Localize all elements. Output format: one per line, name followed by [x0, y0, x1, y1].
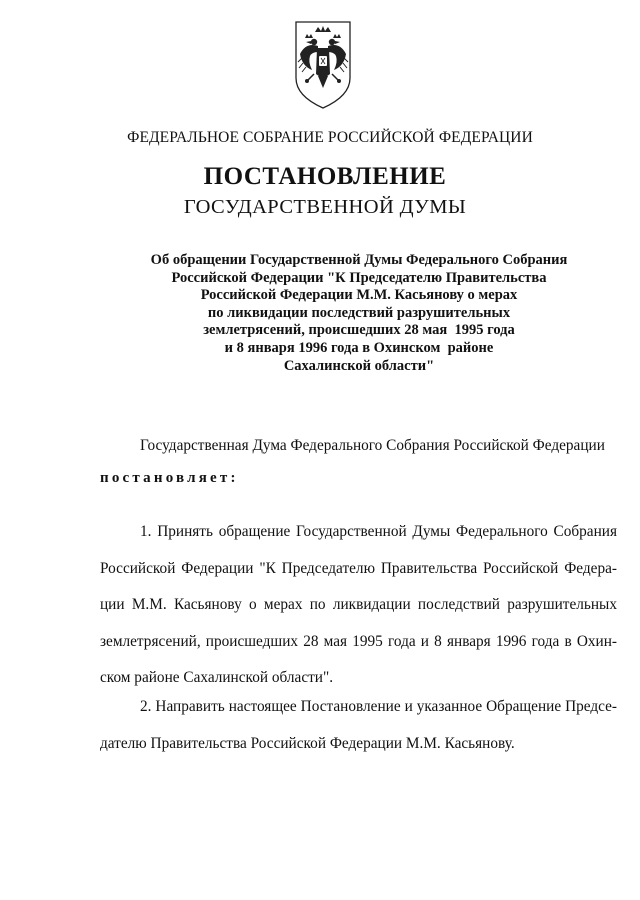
document-subject [0, 252, 640, 375]
item-2-paragraph [100, 689, 617, 762]
russian-coat-of-arms-icon [288, 18, 358, 110]
item-1-line: Российской Федерации "К Председателю Правительства Российской Федера- [100, 559, 617, 577]
decision-word: постановляет: [100, 470, 239, 486]
item-1-line: ском районе Сахалинской области". [100, 669, 334, 686]
subject-line: землетрясений, происшедших 28 мая 1995 года [203, 322, 515, 339]
item-1-line: 1. Принять обращение Государственной Думы Федерального Собрания [140, 523, 617, 540]
item-1-line: землетрясений, происшедших 28 мая 1995 года и 8 января 1996 года в Охин- [100, 632, 617, 650]
subject-line: Российской Федерации "К Председателю Правительства [171, 269, 547, 286]
item-1-line: ции М.М. Касьянову о мерах по ликвидации последствий разрушительных [100, 596, 617, 613]
item-1-paragraph [100, 514, 617, 697]
subject-line: Российской Федерации М.М. Касьянову о мерах [200, 287, 518, 304]
subject-line: по ликвидации последствий разрушительных [207, 304, 511, 321]
subject-line: Об обращении Государственной Думы Федерального Собрания [150, 252, 568, 268]
subject-line: Сахалинской области" [283, 357, 435, 374]
document-issuer-title: ГОСУДАРСТВЕННОЙ ДУМЫ [183, 196, 467, 218]
item-2-line: 2. Направить настоящее Постановление и указанное Обращение Предсе- [140, 698, 617, 715]
intro-paragraph [100, 428, 617, 465]
item-2-line: дателю Правительства Российской Федерации М.М. Касьянову. [100, 734, 515, 752]
intro-text: Государственная Дума Федерального Собрания Российской Федерации [140, 437, 605, 454]
subject-line: и 8 января 1996 года в Охинском районе [224, 339, 494, 356]
document-type-title: ПОСТАНОВЛЕНИЕ [203, 163, 447, 190]
parliament-heading: ФЕДЕРАЛЬНОЕ СОБРАНИЕ РОССИЙСКОЙ ФЕДЕРАЦИИ [127, 129, 533, 146]
